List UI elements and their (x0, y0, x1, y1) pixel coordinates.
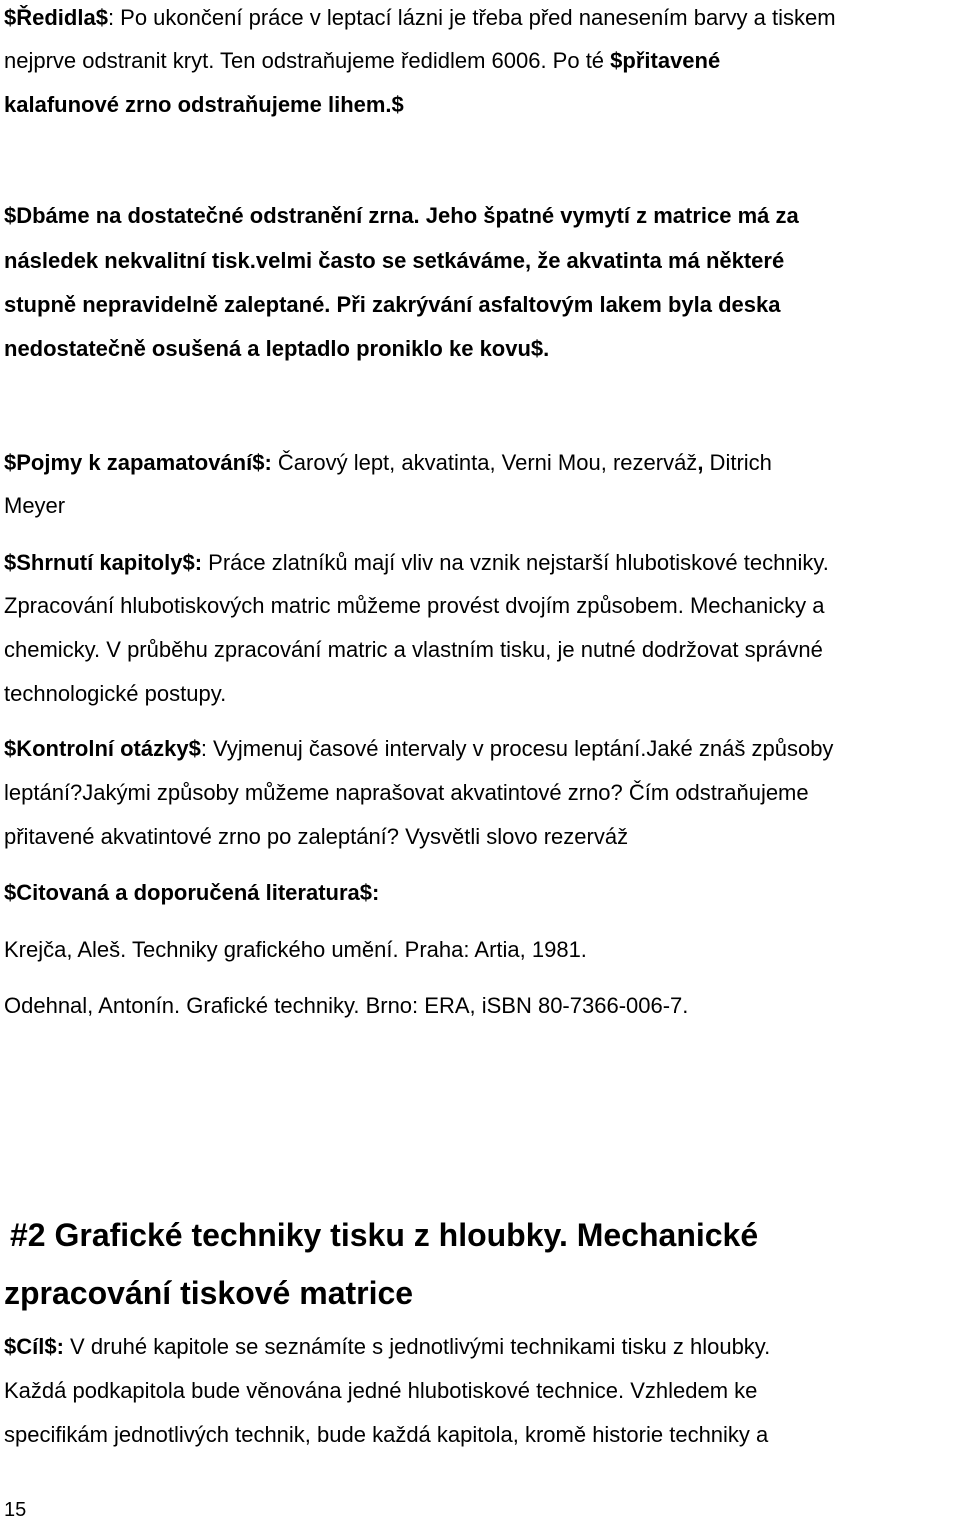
literatura-heading: $Citovaná a doporučená literatura$: (4, 880, 380, 905)
cil-label: $Cíl$: (4, 1334, 64, 1359)
literatura-ref-1: Krejča, Aleš. Techniky grafického umění. Praha: Artia, 1981. (4, 937, 587, 962)
literatura-ref-2: Odehnal, Antonín. Grafické techniky. Brno: ERA, iSBN 80-7366-006-7. (4, 993, 689, 1018)
dbame-line-2: následek nekvalitní tisk.velmi často se setkáváme, že akvatinta má některé (4, 248, 785, 273)
kontrolni-line-1 (4, 736, 833, 762)
pojmy-tail: Ditrich (703, 450, 772, 475)
dbame-line-3: stupně nepravidelně zaleptané. Při zakrývání asfaltovým lakem byla deska (4, 292, 781, 317)
reditdla-line-3: kalafunové zrno odstraňujeme lihem.$ (4, 92, 404, 117)
pojmy-line-1 (4, 450, 772, 476)
page-number: 15 (4, 1499, 27, 1521)
dbame-line-4: nedostatečně osušená a leptadlo proniklo ke kovu$. (4, 336, 550, 361)
reditdla-bold-2: $přitavené (610, 48, 721, 73)
reditdla-line-2 (4, 48, 720, 74)
shrnuti-line-2: Zpracování hlubotiskových matric můžeme provést dvojím způsobem. Mechanicky a (4, 593, 825, 618)
kontrolni-line-3: přitavené akvatintové zrno po zaleptání? Vysvětli slovo rezerváž (4, 824, 629, 849)
kontrolni-text: : Vyjmenuj časové intervaly v procesu leptání.Jaké znáš způsoby (200, 736, 834, 761)
pojmy-label: $Pojmy k zapamatování$: (4, 450, 272, 475)
shrnuti-line-4: technologické postupy. (4, 681, 227, 706)
shrnuti-line-3: chemicky. V průběhu zpracování matric a vlastním tisku, je nutné dodržovat správné (4, 637, 823, 662)
cil-line-3: specifikám jednotlivých technik, bude každá kapitola, kromě historie techniky a (4, 1422, 769, 1447)
reditdla-line-1 (4, 5, 836, 31)
cil-line-2: Každá podkapitola bude věnována jedné hlubotiskové technice. Vzhledem ke (4, 1378, 758, 1403)
dbame-line-1: $Dbáme na dostatečné odstranění zrna. Jeho špatné vymytí z matrice má za (4, 203, 799, 228)
pojmy-comma: , (697, 450, 704, 475)
kontrolni-line-2: leptání?Jakými způsoby můžeme naprašovat akvatintové zrno? Čím odstraňujeme (4, 780, 809, 805)
cil-text: V druhé kapitole se seznámíte s jednotlivými technikami tisku z hloubky. (63, 1334, 771, 1359)
shrnuti-text: Práce zlatníků mají vliv na vznik nejstarší hlubotiskové techniky. (202, 550, 829, 575)
reditdla-text-2: nejprve odstranit kryt. Ten odstraňujeme ředidlem 6006. Po té (4, 48, 611, 73)
kontrolni-label: $Kontrolní otázky$ (4, 736, 201, 761)
reditdla-text: : Po ukončení práce v leptací lázni je třeba před nanesením barvy a tiskem (107, 5, 836, 30)
reditdla-label: $Ředidla$ (4, 5, 108, 30)
chapter-title-line-2: zpracování tiskové matrice (4, 1275, 414, 1311)
pojmy-text: Čarový lept, akvatinta, Verni Mou, rezerváž (271, 450, 698, 475)
chapter-title-line-1: #2 Grafické techniky tisku z hloubky. Mechanické (10, 1217, 759, 1253)
cil-line-1 (4, 1334, 770, 1360)
shrnuti-label: $Shrnutí kapitoly$: (4, 550, 203, 575)
pojmy-line-2: Meyer (4, 493, 66, 518)
shrnuti-line-1 (4, 550, 829, 576)
